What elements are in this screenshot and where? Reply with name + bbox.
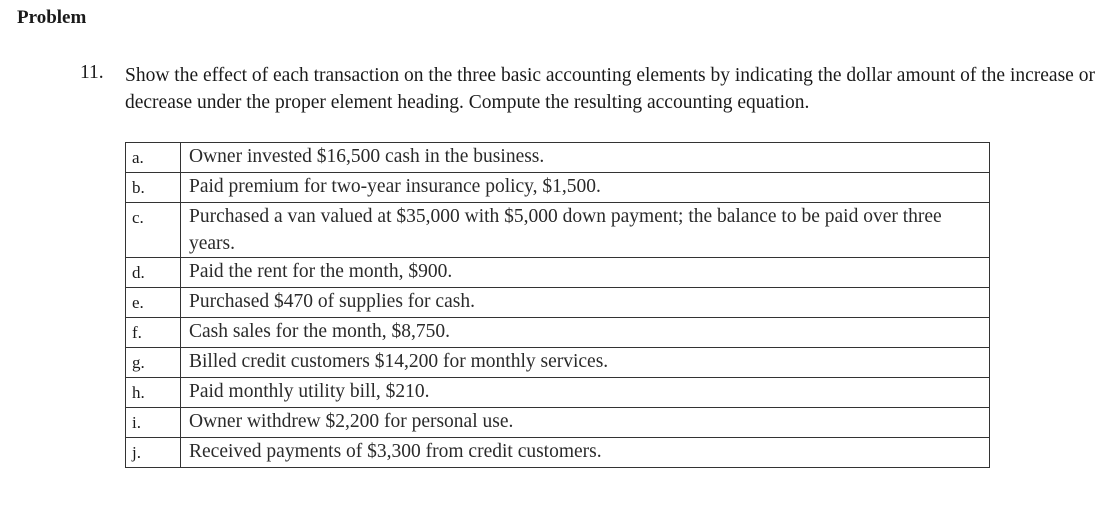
table-row xyxy=(126,438,990,468)
table-row xyxy=(126,408,990,438)
transaction-description: Paid monthly utility bill, $210. xyxy=(181,378,990,408)
transaction-description: Billed credit customers $14,200 for monthly services. xyxy=(181,348,990,378)
transaction-letter: d. xyxy=(126,258,181,288)
transaction-description: Paid the rent for the month, $900. xyxy=(181,258,990,288)
transaction-letter: b. xyxy=(126,173,181,203)
transaction-description: Owner withdrew $2,200 for personal use. xyxy=(181,408,990,438)
transaction-letter: e. xyxy=(126,288,181,318)
problem-number: 11. xyxy=(80,62,104,83)
transaction-letter: j. xyxy=(126,438,181,468)
transaction-description: Purchased a van valued at $35,000 with $5,000 down payment; the balance to be paid over three years. xyxy=(181,203,990,258)
table-row xyxy=(126,348,990,378)
transaction-letter: c. xyxy=(126,203,181,258)
transaction-letter: g. xyxy=(126,348,181,378)
transactions-table xyxy=(125,142,990,468)
table-row xyxy=(126,288,990,318)
table-row xyxy=(126,143,990,173)
transaction-letter: a. xyxy=(126,143,181,173)
transaction-letter: f. xyxy=(126,318,181,348)
transaction-letter: h. xyxy=(126,378,181,408)
table-row xyxy=(126,173,990,203)
transaction-description: Cash sales for the month, $8,750. xyxy=(181,318,990,348)
transaction-description: Received payments of $3,300 from credit customers. xyxy=(181,438,990,468)
table-row xyxy=(126,378,990,408)
problem-instructions: Show the effect of each transaction on the three basic accounting elements by indicating the dollar amount of the increase or decrease under the proper element heading. Compute the resulting accounting equation. xyxy=(125,65,1095,113)
table-row xyxy=(126,203,990,258)
table-row xyxy=(126,318,990,348)
transaction-description: Purchased $470 of supplies for cash. xyxy=(181,288,990,318)
table-row xyxy=(126,258,990,288)
transaction-letter: i. xyxy=(126,408,181,438)
transaction-description: Paid premium for two-year insurance policy, $1,500. xyxy=(181,173,990,203)
transaction-description: Owner invested $16,500 cash in the business. xyxy=(181,143,990,173)
page-heading: Problem xyxy=(17,7,87,28)
